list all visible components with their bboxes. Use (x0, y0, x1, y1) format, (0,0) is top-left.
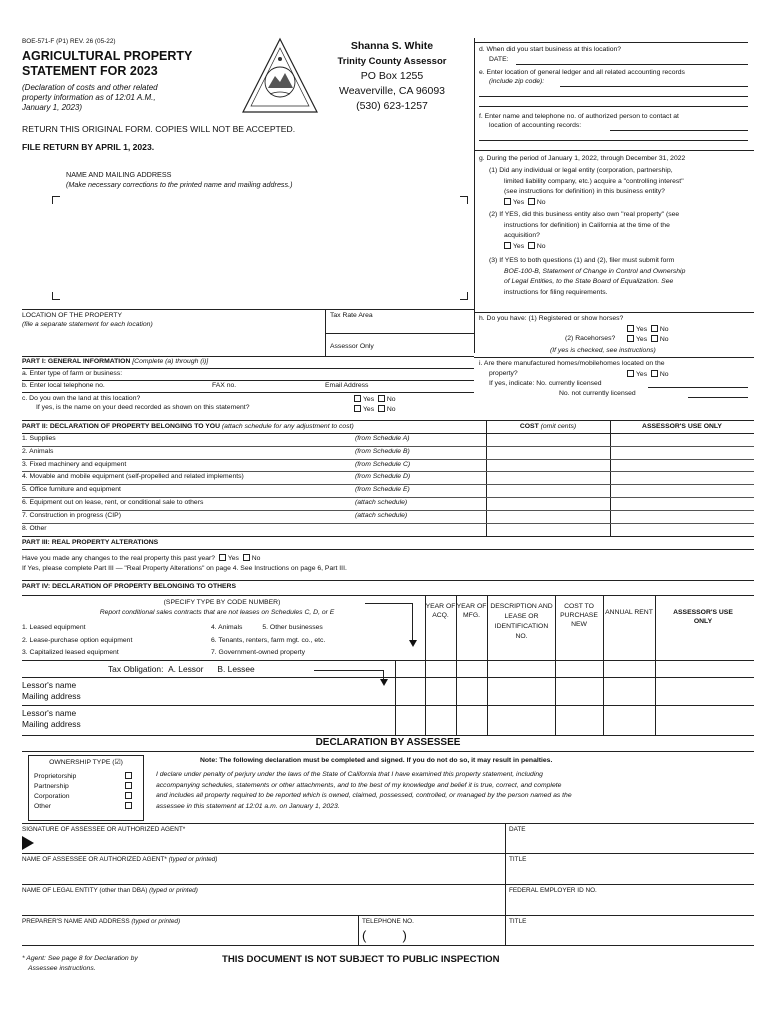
racehorses-yes-checkbox[interactable] (627, 335, 634, 342)
declaration-heading: DECLARATION BY ASSESSEE (315, 737, 461, 748)
row-divider (22, 446, 754, 447)
part2-cost-field[interactable] (488, 447, 608, 458)
legal-entity-field[interactable] (22, 895, 502, 913)
g1-no-checkbox[interactable] (528, 198, 535, 205)
g2-no-checkbox[interactable] (528, 242, 535, 249)
horses-no-checkbox[interactable] (651, 325, 658, 332)
part3-heading: PART III: REAL PROPERTY ALTERATIONS (22, 539, 159, 546)
lessor-block-1: Lessor's name Mailing address (22, 680, 81, 701)
part2-row-schedule: (from Schedule D) (355, 473, 411, 481)
part2-row-label: 3. Fixed machinery and equipment (22, 460, 127, 468)
part2-row-label: 7. Construction in progress (CIP) (22, 511, 121, 519)
horses-yes-checkbox[interactable] (627, 325, 634, 332)
proprietorship-checkbox[interactable] (125, 772, 132, 779)
agent-name-field[interactable] (22, 864, 502, 882)
preparer-field[interactable] (22, 926, 354, 944)
mobilehome-yes-checkbox[interactable] (627, 370, 634, 377)
assessor-address: Shanna S. White Trinity County Assessor PO Box 1255 Weaverville, CA 96093 (530) 623-1257 (337, 40, 447, 112)
partnership-checkbox[interactable] (125, 782, 132, 789)
question-g1: (1) Did any individual or legal entity (corporation, partnership, limited liability company, etc.) acquire a "controlling interest" (see instructions for definition) in this business entity? Yes No (2) If YES, did this business entity also own "real property" (see instructions for definition) in California at the time of the acquisition? Yes No (3) If YES to both questions (1) and (2), filer must submit form BOE-100-B, Statement of Change in Control and Ownership of Legal Entities, to the State Board of Equalization. See instructions for filing requirements. (489, 167, 686, 296)
corner-mark (460, 196, 468, 204)
row-divider (22, 497, 754, 498)
other-checkbox[interactable] (125, 802, 132, 809)
part2-cost-field[interactable] (488, 434, 608, 445)
part2-cost-field[interactable] (488, 485, 608, 496)
mobilehome-no-checkbox[interactable] (651, 370, 658, 377)
corporation-checkbox[interactable] (125, 792, 132, 799)
col-year-acq: YEAR OF ACQ. (425, 603, 456, 619)
part2-row-label: 6. Equipment out on lease, rent, or conditional sale to others (22, 499, 204, 506)
part4-heading: PART IV: DECLARATION OF PROPERTY BELONGING TO OTHERS (22, 583, 236, 590)
part2-cost-field[interactable] (488, 472, 608, 483)
start-date-field[interactable] (516, 64, 748, 65)
part3-question: Have you made any changes to the real property this past year? Yes No (22, 555, 261, 562)
part2-row-label: 4. Movable and mobile equipment (self-propelled and related implements) (22, 473, 244, 481)
part2-row-schedule: (from Schedule E) (355, 486, 410, 494)
part2-cost-field[interactable] (488, 524, 608, 535)
sign-here-arrow-icon (22, 836, 34, 850)
g2-yes-checkbox[interactable] (504, 242, 511, 249)
part1-heading: PART I: GENERAL INFORMATION [Complete (a) through (i)] (22, 358, 209, 365)
part2-row-label: 5. Office furniture and equipment (22, 486, 121, 494)
contact-person-field[interactable] (610, 130, 748, 131)
own-land-no-checkbox[interactable] (378, 395, 385, 402)
alterations-yes-checkbox[interactable] (219, 554, 226, 561)
penalty-note: Note: The following declaration must be completed and signed. If you do not do so, it may result in penalties. (200, 757, 553, 764)
mailing-note: (Make necessary corrections to the printed name and mailing address.) (66, 180, 293, 189)
g1-yes-checkbox[interactable] (504, 198, 511, 205)
alterations-no-checkbox[interactable] (243, 554, 250, 561)
part2-heading: PART II: DECLARATION OF PROPERTY BELONGING TO YOU (attach schedule for any adjustment to cost) (22, 423, 354, 430)
code-list-right: 4. Animals 5. Other businesses 6. Tenants, renters, farm mgt. co., etc. 7. Government-owned property (211, 624, 326, 656)
unlicensed-count-field[interactable] (688, 397, 748, 398)
part2-row-schedule: (attach schedule) (355, 511, 408, 519)
corner-mark (460, 292, 468, 300)
lessor-block-2: Lessor's name Mailing address (22, 708, 81, 729)
licensed-count-field[interactable] (648, 387, 748, 388)
ledger-location-field[interactable] (560, 86, 748, 87)
agent-footnote: * Agent: See page 8 for Declaration by Assessee instructions. (22, 955, 138, 972)
part2-cost-field[interactable] (488, 460, 608, 471)
arrow-down-icon (409, 640, 417, 647)
county-seal-icon (240, 36, 320, 116)
part2-row-label: 8. Other (22, 524, 47, 532)
part1-c2: If yes, is the name on your deed recorded as shown on this statement? (36, 404, 250, 411)
corner-mark (52, 292, 60, 300)
row-divider (22, 471, 754, 472)
part2-cost-field[interactable] (488, 498, 608, 509)
own-land-yes-checkbox[interactable] (354, 395, 361, 402)
date-field[interactable] (509, 834, 749, 852)
col-description: DESCRIPTION AND LEASE OR IDENTIFICATION NO. (490, 603, 553, 640)
col-assessor-use: ASSESSOR'S USE ONLY (673, 609, 733, 625)
arrow-down-icon (380, 679, 388, 686)
col-cost-new: COST TO PURCHASE NEW (560, 603, 598, 628)
part2-row-schedule: (from Schedule C) (355, 460, 411, 468)
part2-row-schedule: (from Schedule B) (355, 447, 410, 455)
corner-mark (52, 196, 60, 204)
form-id: BOE-571-F (P1) REV. 26 (05-22) (22, 38, 116, 45)
tax-obligation: Tax Obligation: A. Lessor B. Lessee (108, 664, 255, 674)
preparer-title-field[interactable] (509, 926, 749, 944)
part3-note: If Yes, please complete Part III — "Real Property Alterations" on page 4. See Instructions on page 6, Part III. (22, 565, 347, 572)
row-divider (22, 459, 754, 460)
part2-row-label: 1. Supplies (22, 435, 56, 442)
row-divider (22, 523, 754, 524)
part2-row-schedule: (from Schedule A) (355, 435, 410, 442)
part2-cost-field[interactable] (488, 511, 608, 522)
deed-yes-checkbox[interactable] (354, 405, 361, 412)
col-annual-rent: ANNUAL RENT (605, 609, 653, 616)
mailing-label: NAME AND MAILING ADDRESS (66, 170, 172, 179)
part2-row-label: 2. Animals (22, 447, 54, 455)
signature-field[interactable] (40, 834, 500, 852)
return-notice: RETURN THIS ORIGINAL FORM. COPIES WILL NOT BE ACCEPTED. (22, 124, 296, 134)
row-divider (22, 484, 754, 485)
form-subtitle: (Declaration of costs and other related property information as of 12:01 A.M., January 1, 2023) (22, 83, 158, 112)
row-divider (22, 510, 754, 511)
file-by: FILE RETURN BY APRIL 1, 2023. (22, 142, 155, 152)
ownership-box: OWNERSHIP TYPE (☑) Proprietorship Partnership Corporation Other (28, 755, 144, 821)
public-inspection-notice: THIS DOCUMENT IS NOT SUBJECT TO PUBLIC INSPECTION (222, 954, 500, 965)
code-list-left: 1. Leased equipment 2. Lease-purchase option equipment 3. Capitalized leased equipment (22, 624, 133, 656)
col-year-mfg: YEAR OF MFG. (456, 603, 487, 619)
agent-title-field[interactable] (509, 864, 749, 882)
deed-no-checkbox[interactable] (378, 405, 385, 412)
part2-row-schedule: (attach schedule) (355, 499, 408, 506)
declaration-text: I declare under penalty of perjury under the laws of the State of California that I have examined this property statement, including accompanying schedules, statements or other attachments, and to the best of my knowledge and belief it is true, correct, and complete and includes all property required to be reported which is owned, claimed, possessed, controlled, or managed by the person named as the assessee in this statement at 12:01 a.m. on January 1, 2023. (156, 771, 572, 810)
form-title: AGRICULTURAL PROPERTY STATEMENT FOR 2023 (22, 49, 193, 78)
mailing-address-field[interactable] (64, 200, 454, 292)
racehorses-no-checkbox[interactable] (651, 335, 658, 342)
cost-header: COST (omit cents) (519, 423, 577, 430)
preparer-phone-field[interactable]: ( ) (362, 928, 407, 943)
assessor-use-header: ASSESSOR'S USE ONLY (642, 423, 722, 430)
fein-field[interactable] (509, 895, 749, 913)
